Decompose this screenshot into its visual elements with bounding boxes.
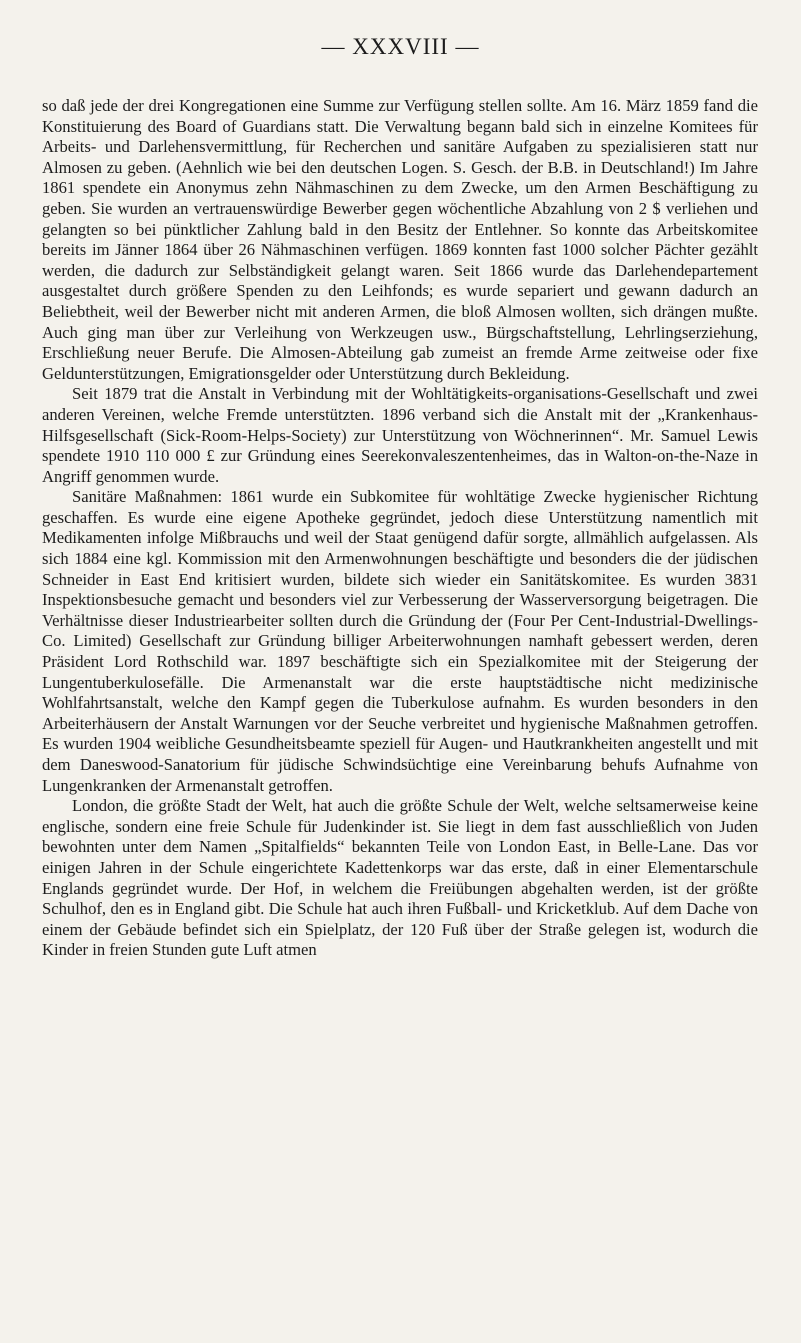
paragraph-london-school: London, die größte Stadt der Welt, hat auch die größte Schule der Welt, welche seltsamerweise keine englische, sondern eine freie Schule für Judenkinder ist. Sie liegt in dem fast ausschließlich von Juden bewohnten unter dem Namen „Spitalfields“ bekannten Teile von London East, in Belle-Lane. Das vor einigen Jahren in der Schule eingerichtete Kadettenkorps war das erste, daß in einer Elementarschule Englands gegründet wurde. Der Hof, in welchem die Freiübungen abgehalten werden, ist der größte Schulhof, den es in England gibt. Die Schule hat auch ihren Fußball- und Kricketklub. Auf dem Dache von einem der Gebäude befindet sich ein Spielplatz, der 120 Fuß über der Straße gelegen ist, wodurch die Kinder in freien Stunden gute Luft atmen bbox=[42, 796, 758, 960]
body-text bbox=[42, 96, 758, 961]
paragraph-charity-organisation: Seit 1879 trat die Anstalt in Verbindung mit der Wohltätigkeits-organisations-Gesellschaft und zwei anderen Vereinen, welche Fremde unterstützten. 1896 verband sich die Anstalt mit der „Krankenhaus-Hilfsgesellschaft (Sick-Room-Helps-Society) zur Unterstützung von Wöchnerinnen“. Mr. Samuel Lewis spendete 1910 110 000 £ zur Gründung eines Seerekonvaleszentenheimes, das in Walton-on-the-Naze in Angriff genommen wurde. bbox=[42, 384, 758, 486]
page-header: — XXXVIII — bbox=[321, 34, 480, 59]
paragraph-board-of-guardians: so daß jede der drei Kongregationen eine Summe zur Verfügung stellen sollte. Am 16. März 1859 fand die Konstituierung des Board of Guardians statt. Die Verwaltung begann bald sich in einzelne Komitees für Arbeits- und Darlehensvermittlung, für Recherchen und sanitäre Aufgaben zu spezialisieren statt nur Almosen zu geben. (Aehnlich wie bei den deutschen Logen. S. Gesch. der B.B. in Deutschland!) Im Jahre 1861 spendete ein Anonymus zehn Nähmaschinen zu dem Zwecke, um den Armen Beschäftigung zu geben. Sie wurden an vertrauenswürdige Bewerber gegen wöchentliche Abzahlung von 2 $ verliehen und gelangten so bei pünktlicher Zahlung bald in den Besitz der Entlehner. So konnte das Arbeitskomitee bereits im Jänner 1864 über 26 Nähmaschinen verfügen. 1869 konnten fast 1000 solcher Pächter gezählt werden, die dadurch zur Selbständigkeit gelangt waren. Seit 1866 wurde das Darlehendepartement ausgestaltet durch größere Spenden zu den Leihfonds; es wurde separiert und gewann dadurch an Beliebtheit, weil der Bewerber nicht mit anderen Armen, die bloß Almosen wollten, sich drängen mußte. Auch ging man über zur Verleihung von Werkzeugen usw., Bürgschaftstellung, Lehrlingserziehung, Erschließung neuer Berufe. Die Almosen-Abteilung gab zumeist an fremde Arme zeitweise oder fixe Geldunterstützungen, Emigrationsgelder oder Unterstützung durch Bekleidung. bbox=[42, 96, 758, 383]
paragraph-sanitary-measures: Sanitäre Maßnahmen: 1861 wurde ein Subkomitee für wohltätige Zwecke hygienischer Richtung geschaffen. Es wurde eine eigene Apotheke gegründet, jedoch diese Unterstützung namentlich mit Medikamenten infolge Mißbrauchs und weil der Staat genügend dafür sorgte, allmählich aufgelassen. Als sich 1884 eine kgl. Kommission mit den Armenwohnungen beschäftigte und besonders die der jüdischen Schneider in East End kritisiert wurden, bildete sich wieder ein Sanitätskomitee. Es wurden 3831 Inspektionsbesuche gemacht und besonders viel zur Verbesserung der Wasserversorgung beigetragen. Die Verhältnisse dieser Industriearbeiter sollten durch die Gründung der (Four Per Cent-Industrial-Dwellings-Co. Limited) Gesellschaft zur Gründung billiger Arbeiterwohnungen namhaft gebessert werden, deren Präsident Lord Rothschild war. 1897 beschäftigte sich ein Spezialkomitee mit der Steigerung der Lungentuberkulosefälle. Die Armenanstalt war die erste hauptstädtische nicht medizinische Wohlfahrtsanstalt, welche den Kampf gegen die Tuberkulose aufnahm. Es wurden besonders in den Arbeiterhäusern der Anstalt Warnungen vor der Seuche verbreitet und hygienische Maßnahmen getroffen. Es wurden 1904 weibliche Gesundheitsbeamte speziell für Augen- und Hautkrankheiten angestellt und mit dem Daneswood-Sanatorium für jüdische Schwindsüchtige eine Vereinbarung behufs Aufnahme von Lungenkranken der Armenanstalt getroffen. bbox=[42, 487, 758, 795]
